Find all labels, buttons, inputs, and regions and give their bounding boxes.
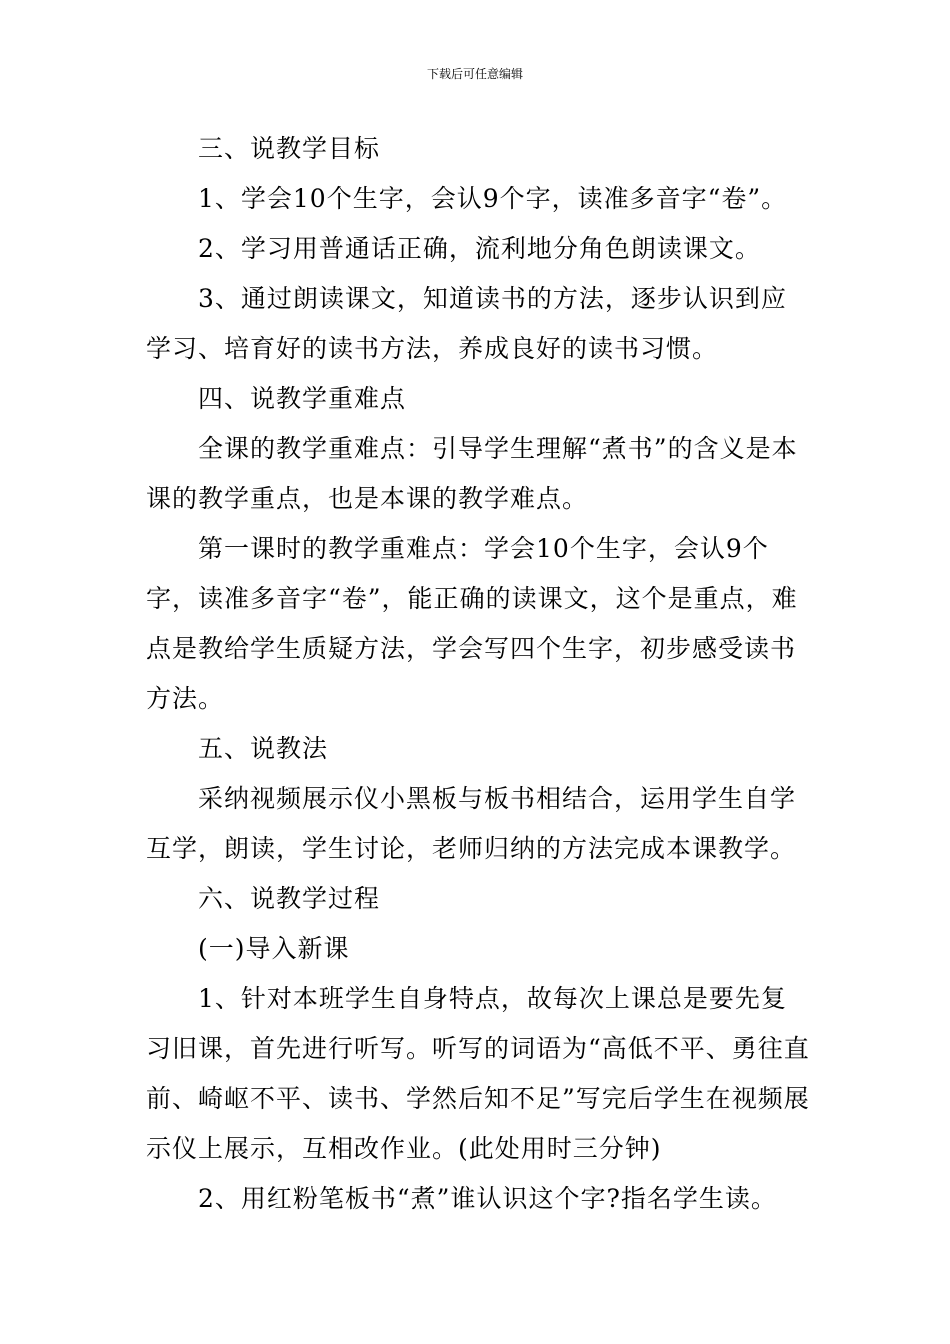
goal-item-2: 2、学习用普通话正确，流利地分角色朗读课文。: [198, 234, 761, 263]
teaching-method-text: 采纳视频展示仪小黑板与板书相结合，运用学生自学互学，朗读，学生讨论，老师归纳的方法完成本课教学。: [146, 784, 797, 863]
section-heading-teaching-goals: 三、说教学目标: [198, 134, 381, 163]
key-points-whole-lesson: 全课的教学重难点：引导学生理解“煮书”的含义是本课的教学重点，也是本课的教学难点。: [146, 434, 798, 513]
document-body: [146, 124, 812, 1224]
goal-item-3: 3、通过朗读课文，知道读书的方法，逐步认识到应学习、培育好的读书方法，养成良好的读书习惯。: [146, 284, 787, 363]
key-points-first-period: 第一课时的教学重难点：学会10个生字，会认9个字，读准多音字“卷”，能正确的读课文，这个是重点，难点是教给学生质疑方法，学会写四个生字，初步感受读书方法。: [146, 534, 798, 713]
page-header: 下载后可任意编辑: [426, 67, 523, 81]
section-heading-teaching-method: 五、说教法: [198, 734, 329, 763]
process-item-1: 1、针对本班学生自身特点，故每次上课总是要先复习旧课，首先进行听写。听写的词语为“高低不平、勇往直前、崎岖不平、读书、学然后知不足”写完后学生在视频展示仪上展示，互相改作业。(此处用时三分钟): [146, 984, 810, 1163]
subsection-heading-introduction: (一)导入新课: [198, 934, 350, 963]
process-item-2: 2、用红粉笔板书“煮”谁认识这个字?指名学生读。: [198, 1184, 777, 1213]
section-heading-teaching-process: 六、说教学过程: [198, 884, 381, 913]
goal-item-1: 1、学会10个生字，会认9个字，读准多音字“卷”。: [198, 184, 788, 213]
section-heading-key-points: 四、说教学重难点: [198, 384, 407, 413]
